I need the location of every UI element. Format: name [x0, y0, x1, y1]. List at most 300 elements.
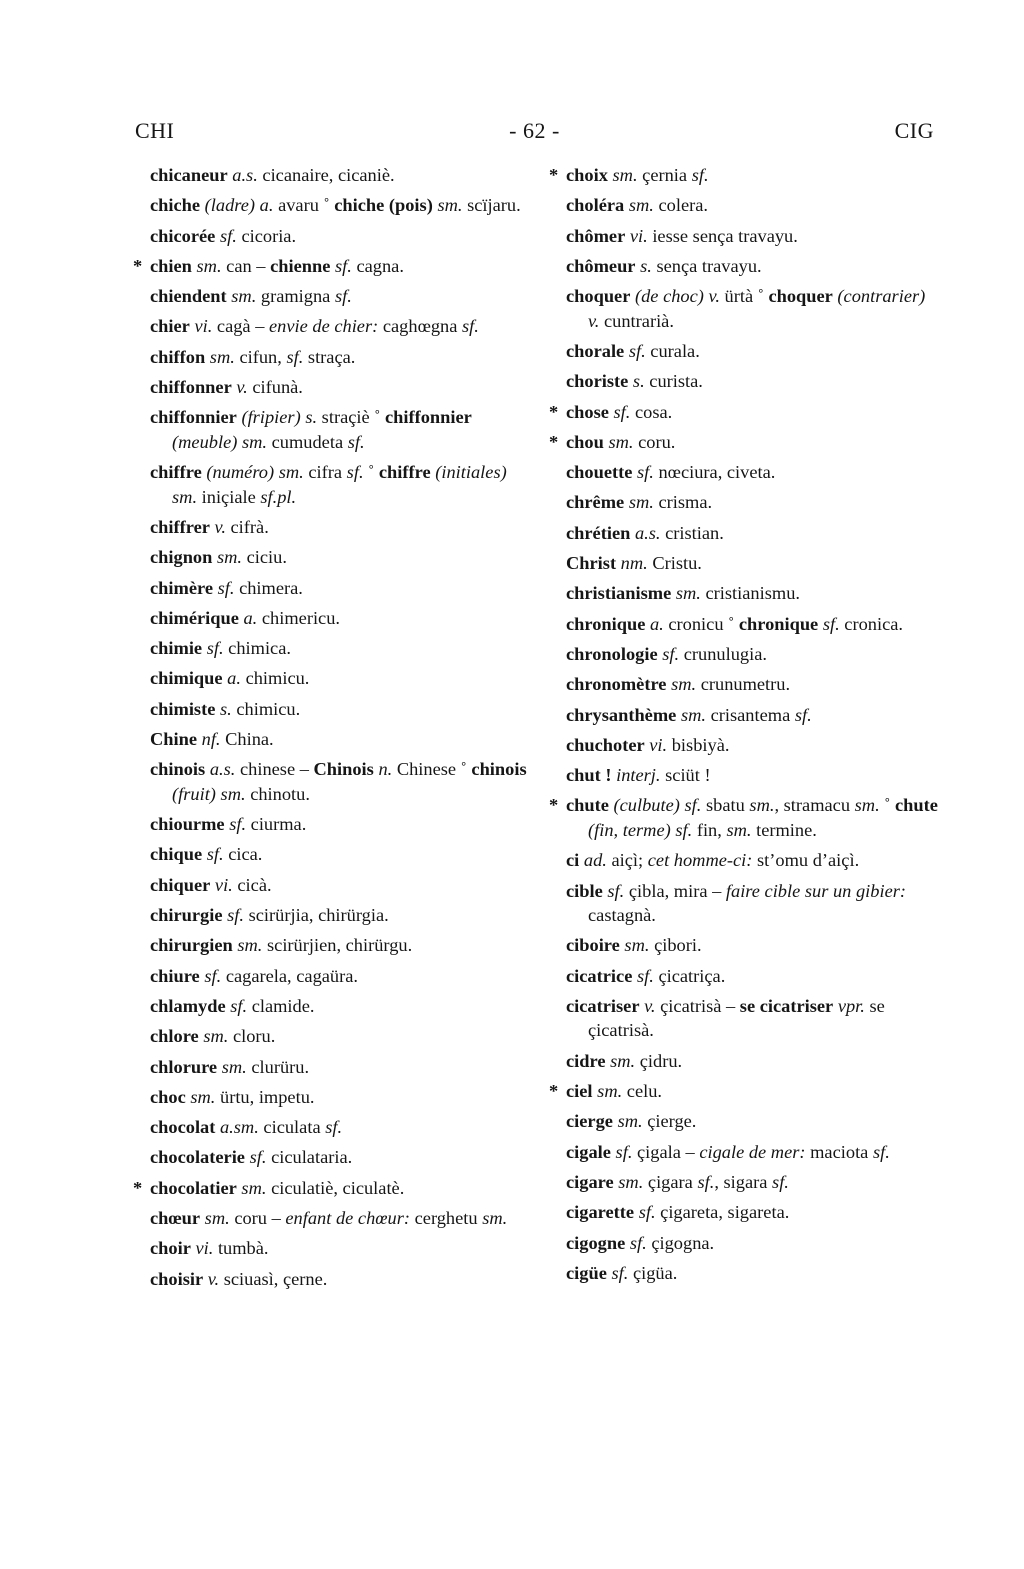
definition-text: maciota: [805, 1141, 873, 1162]
dictionary-entry: [566, 1140, 938, 1165]
grammar-label: sf.: [204, 965, 222, 986]
headword: chirurgien: [150, 935, 233, 956]
definition-text: cristianismu.: [700, 583, 800, 604]
headword: chiche (pois): [334, 195, 433, 216]
definition-text: çigüa.: [628, 1262, 678, 1283]
grammar-label: sm.: [190, 1086, 216, 1107]
dictionary-entry: [150, 964, 530, 989]
definition-text: cagarela, cagaüra.: [221, 965, 359, 986]
headword: chocolatier: [150, 1177, 237, 1198]
dictionary-entry: [549, 163, 938, 188]
grammar-label: sm.: [628, 492, 654, 513]
headword: chorale: [566, 340, 625, 361]
definition-text: ˚: [879, 795, 895, 816]
headword: cigale: [566, 1141, 611, 1162]
headword: cicatrice: [566, 965, 633, 986]
headword: chiure: [150, 965, 200, 986]
grammar-label: s.: [632, 371, 645, 392]
definition-text: çicatrisà –: [655, 995, 740, 1016]
dictionary-entry: [566, 193, 938, 218]
dictionary-entry: [150, 284, 530, 309]
headword: chiffre: [150, 462, 202, 483]
grammar-label: sf.: [206, 844, 224, 865]
definition-text: cerghetu: [410, 1208, 483, 1228]
usage-gloss: enfant de chœur:: [285, 1208, 411, 1228]
dictionary-entry: [566, 254, 938, 279]
grammar-label: sm.: [204, 1208, 230, 1228]
asterisk-marker: *: [133, 255, 143, 276]
headword: chiffonnier: [150, 407, 237, 428]
dictionary-entry: [549, 430, 938, 455]
dictionary-entry: [566, 224, 938, 249]
headword: Chinois: [313, 759, 374, 780]
headword: chier: [150, 316, 190, 337]
definition-text: crisma.: [653, 492, 713, 513]
dictionary-entry: [150, 873, 530, 898]
definition-text: ˚: [363, 462, 379, 483]
grammar-label: sf.: [637, 462, 654, 483]
dictionary-entry: [566, 1261, 938, 1286]
usage-gloss: envie de chier:: [268, 316, 379, 337]
grammar-label: nf.: [201, 729, 221, 750]
headword: ci: [566, 850, 580, 871]
definition-text: fin,: [692, 819, 727, 840]
dictionary-entry: [566, 339, 938, 364]
headword: chou: [566, 431, 604, 452]
definition-text: avaru ˚: [273, 195, 335, 216]
definition-text: straça.: [303, 346, 356, 367]
dictionary-entry: [566, 703, 938, 728]
definition-text: cifunà.: [247, 377, 303, 398]
grammar-label: sf.: [206, 638, 224, 659]
dictionary-entry: [150, 727, 530, 752]
grammar-label: v.: [588, 310, 600, 331]
definition-text: straçiè ˚: [317, 407, 385, 428]
headword: chlore: [150, 1026, 199, 1047]
headword: chute: [566, 795, 609, 816]
grammar-label: sf.: [334, 286, 352, 307]
headword: cigarette: [566, 1202, 635, 1223]
definition-text: tumbà.: [213, 1238, 269, 1259]
usage-gloss: (ladre): [204, 195, 256, 216]
grammar-label: sf.: [675, 819, 693, 840]
dictionary-entry: [150, 903, 530, 928]
grammar-label: sf.: [219, 225, 237, 246]
headword: chlamyde: [150, 995, 226, 1016]
dictionary-entry: [566, 612, 938, 637]
dictionary-entry: [150, 842, 530, 867]
dictionary-entry: [566, 369, 938, 394]
headword: cible: [566, 880, 603, 901]
headword: chrysanthème: [566, 704, 677, 725]
grammar-label: sm.: [231, 286, 257, 307]
dictionary-entry: [549, 400, 938, 425]
headword: chuchoter: [566, 734, 645, 755]
definition-text: chimera.: [234, 577, 303, 598]
headword: chômeur: [566, 255, 636, 276]
usage-gloss: cet homme-ci:: [647, 850, 753, 871]
guide-word-first: CHI: [135, 118, 175, 143]
definition-text: iesse sença travayu.: [647, 225, 798, 246]
usage-gloss: (de choc): [634, 286, 704, 307]
grammar-label: vpr.: [837, 995, 865, 1016]
dictionary-entry: [150, 1267, 530, 1292]
definition-text: chimicu.: [240, 668, 310, 689]
usage-gloss: (initiales): [435, 462, 507, 483]
grammar-label: sf.: [462, 316, 479, 337]
headword: chirurgie: [150, 905, 223, 926]
headword: chose: [566, 401, 609, 422]
dictionary-entry: [566, 460, 938, 485]
grammar-label: sm.: [597, 1081, 623, 1102]
dictionary-entry: [150, 460, 530, 509]
definition-text: scirürjien, chirürgu.: [262, 935, 413, 956]
dictionary-entry: [549, 1079, 938, 1104]
grammar-label: sm.: [671, 674, 697, 695]
grammar-label: sm.: [624, 935, 650, 956]
headword: chimiste: [150, 698, 216, 719]
grammar-label: a.: [243, 607, 258, 628]
headword: chignon: [150, 547, 213, 568]
grammar-label: vi.: [214, 874, 233, 895]
dictionary-entry: [150, 576, 530, 601]
guide-word-last: CIG: [894, 118, 934, 143]
definition-text: ürtà ˚: [719, 286, 769, 307]
asterisk-marker: *: [133, 1177, 143, 1198]
headword: cigüe: [566, 1262, 607, 1283]
grammar-label: sm.: [628, 195, 654, 216]
usage-gloss: (fripier): [241, 407, 301, 428]
grammar-label: sf.: [872, 1141, 890, 1162]
headword: ciboire: [566, 935, 620, 956]
dictionary-entry: [150, 545, 530, 570]
headword: chicaneur: [150, 165, 228, 185]
grammar-label: vi.: [649, 734, 668, 755]
definition-text: sciuasì, çerne.: [219, 1268, 328, 1289]
usage-gloss: faire cible sur un gibier:: [725, 880, 907, 901]
grammar-label: vi.: [195, 1238, 214, 1259]
page-number: - 62 -: [509, 118, 560, 143]
definition-text: scïjaru.: [462, 195, 521, 216]
headword: chut !: [566, 765, 612, 786]
definition-text: ciculataria.: [266, 1147, 353, 1168]
headword: chinois: [150, 759, 206, 780]
headword: cicatriser: [566, 995, 640, 1016]
definition-text: cicanaire, cicaniè.: [257, 165, 395, 185]
grammar-label: sf.: [334, 255, 352, 276]
headword: chiffre: [378, 462, 431, 483]
definition-text: coru.: [633, 431, 676, 452]
grammar-label: sf.pl.: [260, 486, 297, 507]
dictionary-entry: [133, 254, 530, 279]
grammar-label: a.s.: [232, 165, 258, 185]
usage-gloss: cigale de mer:: [699, 1141, 806, 1162]
headword: christianisme: [566, 583, 672, 604]
headword: chimère: [150, 577, 213, 598]
headword: cidre: [566, 1050, 606, 1071]
definition-text: China.: [220, 729, 274, 750]
headword: cigogne: [566, 1232, 626, 1253]
definition-text: çigareta, sigareta.: [655, 1202, 790, 1223]
definition-text: cumudeta: [267, 431, 348, 452]
definition-text: ciciu.: [242, 547, 287, 568]
grammar-label: sf.: [697, 1171, 715, 1192]
definition-text: clamide.: [247, 995, 315, 1016]
headword: Christ: [566, 553, 617, 574]
left-column: [133, 163, 530, 1297]
definition-text: termine.: [751, 819, 817, 840]
grammar-label: v.: [214, 516, 226, 537]
grammar-label: sf.: [607, 880, 625, 901]
definition-text: clurüru.: [246, 1056, 310, 1077]
grammar-label: a.: [649, 613, 664, 634]
dictionary-entry: [150, 606, 530, 631]
dictionary-entry: [566, 1170, 938, 1195]
headword: Chine: [150, 729, 198, 750]
headword: chiquer: [150, 874, 211, 895]
headword: chimique: [150, 668, 223, 689]
definition-text: iniçiale: [197, 486, 261, 507]
dictionary-entry: [150, 1055, 530, 1080]
headword: chouette: [566, 462, 633, 483]
grammar-label: sm.: [675, 583, 701, 604]
definition-text: , sigara: [714, 1171, 773, 1192]
headword: chronique: [566, 613, 646, 634]
definition-text: cosa.: [630, 401, 673, 422]
dictionary-entry: [150, 1236, 530, 1261]
dictionary-entry: [150, 1115, 530, 1140]
dictionary-entry: [150, 757, 530, 806]
grammar-label: sf.: [638, 1202, 656, 1223]
grammar-label: a.: [259, 195, 274, 216]
dictionary-entry: [133, 1176, 530, 1201]
grammar-label: v.: [644, 995, 656, 1016]
headword: chienne: [270, 255, 331, 276]
grammar-label: a.sm.: [219, 1117, 259, 1138]
grammar-label: sf.: [629, 1232, 647, 1253]
definition-text: çernia: [637, 165, 692, 185]
definition-text: cloru.: [228, 1026, 276, 1047]
definition-text: chimicu.: [231, 698, 301, 719]
headword: chute: [895, 795, 938, 816]
grammar-label: sm.: [618, 1171, 644, 1192]
definition-text: aiçì;: [606, 850, 648, 871]
grammar-label: s.: [219, 698, 232, 719]
grammar-label: n.: [378, 759, 393, 780]
headword: chiffrer: [150, 516, 210, 537]
headword: cierge: [566, 1111, 613, 1132]
grammar-label: sf.: [628, 340, 646, 361]
grammar-label: sm.: [610, 1050, 636, 1071]
definition-text: çierge.: [642, 1111, 697, 1132]
dictionary-entry: [150, 314, 530, 339]
grammar-label: sm.: [241, 1177, 267, 1198]
grammar-label: sf.: [286, 346, 304, 367]
headword: cigare: [566, 1171, 614, 1192]
dictionary-entry: [150, 193, 530, 218]
grammar-label: sm.: [172, 486, 198, 507]
dictionary-entry: [566, 1231, 938, 1256]
headword: choix: [566, 165, 608, 185]
definition-text: cicà.: [232, 874, 272, 895]
dictionary-entry: [566, 551, 938, 576]
definition-text: sbatu: [701, 795, 750, 816]
usage-gloss: (culbute): [613, 795, 680, 816]
headword: chrétien: [566, 522, 631, 543]
definition-text: curala.: [645, 340, 700, 361]
dictionary-entry: [150, 515, 530, 540]
definition-text: chimica.: [223, 638, 291, 659]
definition-text: ciculatiè, ciculatè.: [266, 1177, 405, 1198]
definition-text: sença travayu.: [651, 255, 762, 276]
dictionary-entry: [150, 224, 530, 249]
definition-text: çigara: [643, 1171, 698, 1192]
running-head: [135, 118, 934, 152]
asterisk-marker: *: [549, 795, 559, 816]
dictionary-entry: [566, 733, 938, 758]
definition-text: gramigna: [256, 286, 335, 307]
usage-gloss: (numéro): [206, 462, 275, 483]
grammar-label: nm.: [620, 553, 648, 574]
definition-text: çidru.: [635, 1050, 683, 1071]
grammar-label: sf.: [684, 795, 702, 816]
usage-gloss: (contrarier): [837, 286, 926, 307]
grammar-label: interj.: [616, 765, 661, 786]
grammar-label: sm.: [854, 795, 880, 816]
usage-gloss: (fin, terme): [588, 819, 671, 840]
grammar-label: sm.: [278, 462, 304, 483]
headword: chrême: [566, 492, 625, 513]
dictionary-entry: [566, 490, 938, 515]
definition-text: nœciura, civeta.: [653, 462, 776, 483]
headword: choquer: [768, 286, 833, 307]
grammar-label: sm.: [221, 1056, 247, 1077]
headword: chicorée: [150, 225, 216, 246]
grammar-label: v.: [236, 377, 248, 398]
grammar-label: sf.: [662, 643, 680, 664]
definition-text: cronica.: [839, 613, 904, 634]
grammar-label: sf.: [230, 995, 248, 1016]
headword: chien: [150, 255, 192, 276]
grammar-label: sf.: [217, 577, 235, 598]
grammar-label: v.: [708, 286, 720, 307]
asterisk-marker: *: [549, 431, 559, 452]
headword: chiche: [150, 195, 201, 216]
dictionary-entry: [150, 1085, 530, 1110]
definition-text: scirürjia, chirürgia.: [244, 905, 389, 926]
headword: chômer: [566, 225, 626, 246]
definition-text: cuntrarià.: [599, 310, 674, 331]
dictionary-entry: [150, 812, 530, 837]
grammar-label: sm.: [608, 431, 634, 452]
dictionary-entry: [150, 697, 530, 722]
grammar-label: ad.: [583, 850, 607, 871]
definition-text: crisantema: [705, 704, 795, 725]
asterisk-marker: *: [549, 1081, 559, 1102]
grammar-label: sf.: [227, 905, 245, 926]
grammar-label: sf.: [346, 462, 364, 483]
grammar-label: sm.: [196, 255, 222, 276]
grammar-label: sf.: [636, 965, 654, 986]
grammar-label: vi.: [629, 225, 648, 246]
definition-text: cronicu ˚: [663, 613, 739, 634]
headword: choc: [150, 1086, 186, 1107]
dictionary-entry: [566, 521, 938, 546]
dictionary-entry: [566, 994, 938, 1043]
grammar-label: sm.: [241, 431, 268, 452]
definition-text: , stramacu: [774, 795, 855, 816]
asterisk-marker: *: [549, 401, 559, 422]
headword: chinois: [471, 759, 527, 780]
grammar-label: sf.: [613, 401, 631, 422]
definition-text: cifun,: [234, 346, 287, 367]
dictionary-entry: [150, 405, 530, 454]
grammar-label: a.s.: [634, 522, 661, 543]
grammar-label: sm.: [237, 935, 263, 956]
definition-text: cicoria.: [236, 225, 297, 246]
headword: chocolat: [150, 1117, 216, 1138]
headword: chocolaterie: [150, 1147, 245, 1168]
definition-text: crunulugia.: [679, 643, 767, 664]
definition-text: cristian.: [660, 522, 724, 543]
definition-text: çigala –: [632, 1141, 700, 1162]
grammar-label: sm.: [220, 783, 246, 804]
grammar-label: s.: [305, 407, 318, 428]
definition-text: chimericu.: [257, 607, 341, 628]
dictionary-entry: [566, 1109, 938, 1134]
dictionary-entry: [566, 1049, 938, 1074]
grammar-label: sf.: [772, 1171, 789, 1192]
dictionary-entry: [566, 581, 938, 606]
dictionary-entry: [150, 345, 530, 370]
dictionary-entry: [150, 1024, 530, 1049]
headword: chiffonner: [150, 377, 232, 398]
grammar-label: s.: [640, 255, 652, 276]
headword: chiourme: [150, 814, 225, 835]
dictionary-entry: [566, 933, 938, 958]
grammar-label: sf.: [249, 1147, 267, 1168]
dictionary-entry: [566, 672, 938, 697]
headword: chiffon: [150, 346, 206, 367]
definition-text: çibori.: [649, 935, 702, 956]
dictionary-entry: [150, 666, 530, 691]
grammar-label: sf.: [615, 1141, 633, 1162]
headword: choir: [150, 1238, 191, 1259]
grammar-label: sf.: [691, 165, 709, 185]
definition-text: bisbiyà.: [667, 734, 730, 755]
headword: chiffonnier: [384, 407, 472, 428]
headword: chronomètre: [566, 674, 667, 695]
dictionary-entry: [566, 642, 938, 667]
definition-text: çicatriça.: [653, 965, 726, 986]
grammar-label: v.: [207, 1268, 220, 1289]
definition-text: colera.: [653, 195, 708, 216]
definition-text: çigogna.: [646, 1232, 715, 1253]
dictionary-entry: [150, 375, 530, 400]
definition-text: crunumetru.: [696, 674, 791, 695]
definition-text: cagna.: [351, 255, 404, 276]
grammar-label: sm.: [726, 819, 752, 840]
definition-text: can –: [221, 255, 271, 276]
grammar-label: sm.: [617, 1111, 643, 1132]
definition-text: cifra: [303, 462, 347, 483]
definition-text: st’omu d’aiçì.: [752, 850, 860, 871]
definition-text: Cristu.: [647, 553, 702, 574]
dictionary-entry: [150, 933, 530, 958]
headword: ciel: [566, 1081, 593, 1102]
headword: chique: [150, 844, 203, 865]
grammar-label: sm.: [482, 1208, 508, 1228]
